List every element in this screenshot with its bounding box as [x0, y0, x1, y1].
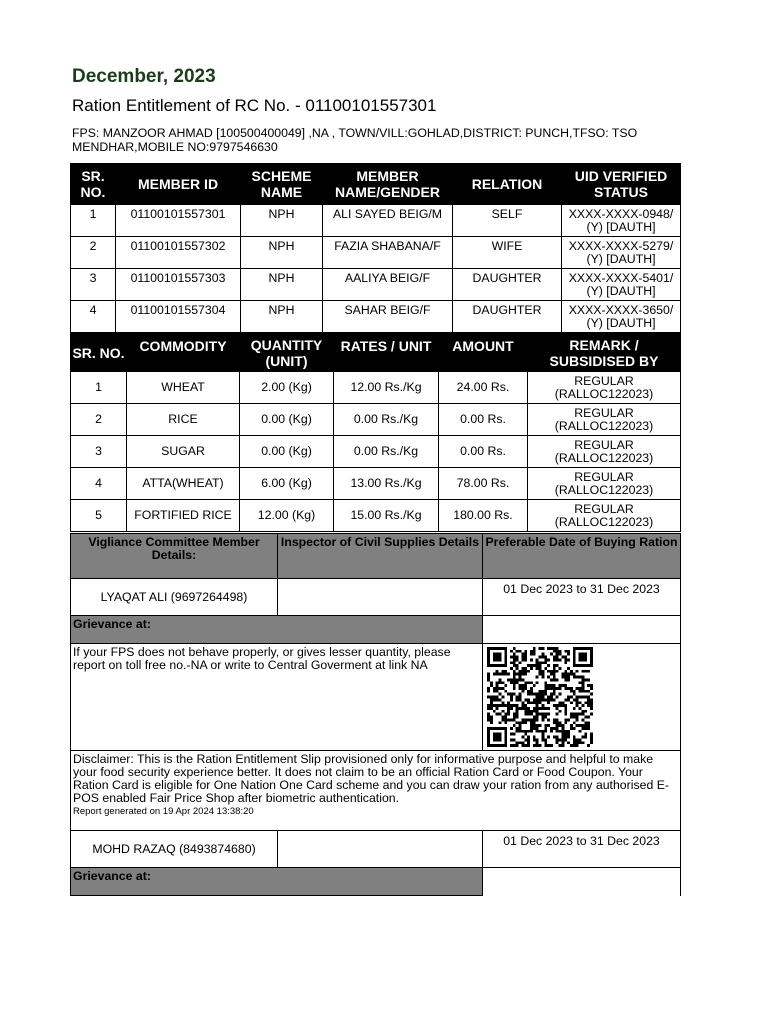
cell: SUGAR — [127, 436, 240, 468]
col-header-sr-no: SR. NO. — [71, 334, 127, 372]
cell: XXXX-XXXX-0948/ (Y) [DAUTH] — [562, 205, 681, 237]
cell: 180.00 Rs. — [439, 500, 528, 532]
col-header-scheme-name: SCHEME NAME — [241, 164, 323, 205]
cell: 01100101557301 — [116, 205, 241, 237]
members-table — [70, 163, 681, 333]
fps-details: FPS: MANZOOR AHMAD [100500400049] ,NA , TOWN/VILL:GOHLAD,DISTRICT: PUNCH,TFSO: TSO MENDHAR,MOBILE NO:9797546630 — [72, 126, 638, 154]
cell: 13.00 Rs./Kg — [334, 468, 439, 500]
qr-modules — [487, 647, 593, 747]
cell: 01100101557303 — [116, 269, 241, 301]
cell: 12.00 Rs./Kg — [334, 372, 439, 404]
cell: 3 — [71, 436, 127, 468]
month-title: December, 2023 — [72, 66, 216, 87]
cell: SAHAR BEIG/F — [323, 301, 453, 333]
cell: 4 — [71, 468, 127, 500]
cell: REGULAR (RALLOC122023) — [528, 436, 681, 468]
cell: SELF — [453, 205, 562, 237]
grievance-text: If your FPS does not behave properly, or gives lesser quantity, please report on toll free no.-NA or write to Central Goverment at link NA — [71, 644, 483, 751]
table-row — [71, 269, 681, 301]
cell: ALI SAYED BEIG/M — [323, 205, 453, 237]
rc-title: Ration Entitlement of RC No. - 01100101557301 — [72, 96, 437, 115]
cell: XXXX-XXXX-5279/ (Y) [DAUTH] — [562, 237, 681, 269]
table-row — [71, 468, 681, 500]
col-header-sr-no: SR. NO. — [71, 164, 116, 205]
cell: DAUGHTER — [453, 301, 562, 333]
cell: 6.00 (Kg) — [240, 468, 334, 500]
col-header-relation: RELATION — [453, 164, 562, 205]
col-header-member-name: MEMBER NAME/GENDER — [323, 164, 453, 205]
qr-finder — [573, 647, 593, 667]
empty-cell — [483, 616, 681, 644]
vigilance-header: Vigliance Committee Member Details: — [71, 534, 278, 579]
cell: 3 — [71, 269, 116, 301]
qr-finder — [487, 727, 507, 747]
cell: WIFE — [453, 237, 562, 269]
commodity-table — [70, 333, 681, 532]
cell: NPH — [241, 269, 323, 301]
col-header-quantity: QUANTITY (UNIT) — [240, 334, 334, 372]
cell: 78.00 Rs. — [439, 468, 528, 500]
cell: 24.00 Rs. — [439, 372, 528, 404]
date-header: Preferable Date of Buying Ration — [483, 534, 681, 579]
disclaimer-text: Disclaimer: This is the Ration Entitlement Slip provisioned only for informative purpose and helpful to make your food security experience better. It does not claim to be an official Ration Card or Food Coupon. Your Ration Card is eligible for One Nation One Card scheme and you can draw your ration from any authorised E-POS enabled Fair Price Shop after biometric authentication. — [73, 752, 670, 805]
vigilance-member: LYAQAT ALI (9697264498) — [71, 579, 278, 616]
cell: 0.00 (Kg) — [240, 436, 334, 468]
cell: FAZIA SHABANA/F — [323, 237, 453, 269]
cell: 0.00 Rs./Kg — [334, 404, 439, 436]
cell: 15.00 Rs./Kg — [334, 500, 439, 532]
cell: AALIYA BEIG/F — [323, 269, 453, 301]
cell: FORTIFIED RICE — [127, 500, 240, 532]
inspector-header: Inspector of Civil Supplies Details — [278, 534, 483, 579]
cell: ATTA(WHEAT) — [127, 468, 240, 500]
cell: REGULAR (RALLOC122023) — [528, 500, 681, 532]
qr-code-icon — [487, 647, 593, 747]
cell: NPH — [241, 301, 323, 333]
table-row — [71, 500, 681, 532]
table-row — [71, 372, 681, 404]
members-header-row — [71, 164, 681, 205]
table-row — [71, 205, 681, 237]
cell: XXXX-XXXX-5401/ (Y) [DAUTH] — [562, 269, 681, 301]
col-header-commodity: COMMODITY — [127, 334, 240, 372]
cell: 01100101557304 — [116, 301, 241, 333]
qr-finder — [487, 647, 507, 667]
date-range: 01 Dec 2023 to 31 Dec 2023 — [483, 579, 681, 616]
empty-cell — [483, 868, 681, 896]
cell: NPH — [241, 205, 323, 237]
col-header-amount: AMOUNT — [439, 334, 528, 372]
cell: RICE — [127, 404, 240, 436]
inspector-details — [278, 579, 483, 616]
vigilance-section — [70, 533, 681, 896]
cell: 0.00 Rs. — [439, 404, 528, 436]
grievance-label: Grievance at: — [71, 616, 483, 644]
cell: 0.00 (Kg) — [240, 404, 334, 436]
cell: 01100101557302 — [116, 237, 241, 269]
col-header-remark: REMARK / SUBSIDISED BY — [528, 334, 681, 372]
cell: WHEAT — [127, 372, 240, 404]
cell: 4 — [71, 301, 116, 333]
cell: 2 — [71, 237, 116, 269]
inspector-details — [278, 831, 483, 868]
disclaimer-cell — [71, 751, 681, 831]
cell: REGULAR (RALLOC122023) — [528, 468, 681, 500]
cell: REGULAR (RALLOC122023) — [528, 372, 681, 404]
cell: 1 — [71, 205, 116, 237]
cell: REGULAR (RALLOC122023) — [528, 404, 681, 436]
cell: 5 — [71, 500, 127, 532]
vigilance-member: MOHD RAZAQ (8493874680) — [71, 831, 278, 868]
grievance-label: Grievance at: — [71, 868, 483, 896]
cell: 12.00 (Kg) — [240, 500, 334, 532]
col-header-member-id: MEMBER ID — [116, 164, 241, 205]
date-range: 01 Dec 2023 to 31 Dec 2023 — [483, 831, 681, 868]
cell: 1 — [71, 372, 127, 404]
table-row — [71, 404, 681, 436]
cell: 2 — [71, 404, 127, 436]
col-header-rates: RATES / UNIT — [334, 334, 439, 372]
cell: DAUGHTER — [453, 269, 562, 301]
table-row — [71, 237, 681, 269]
cell: 0.00 Rs./Kg — [334, 436, 439, 468]
table-row — [71, 436, 681, 468]
table-row — [71, 301, 681, 333]
commodity-header-row — [71, 334, 681, 372]
report-generated: Report generated on 19 Apr 2024 13:38:20 — [73, 806, 254, 817]
col-header-uid-status: UID VERIFIED STATUS — [562, 164, 681, 205]
cell: 2.00 (Kg) — [240, 372, 334, 404]
cell: NPH — [241, 237, 323, 269]
cell: XXXX-XXXX-3650/ (Y) [DAUTH] — [562, 301, 681, 333]
qr-cell — [483, 644, 681, 751]
cell: 0.00 Rs. — [439, 436, 528, 468]
